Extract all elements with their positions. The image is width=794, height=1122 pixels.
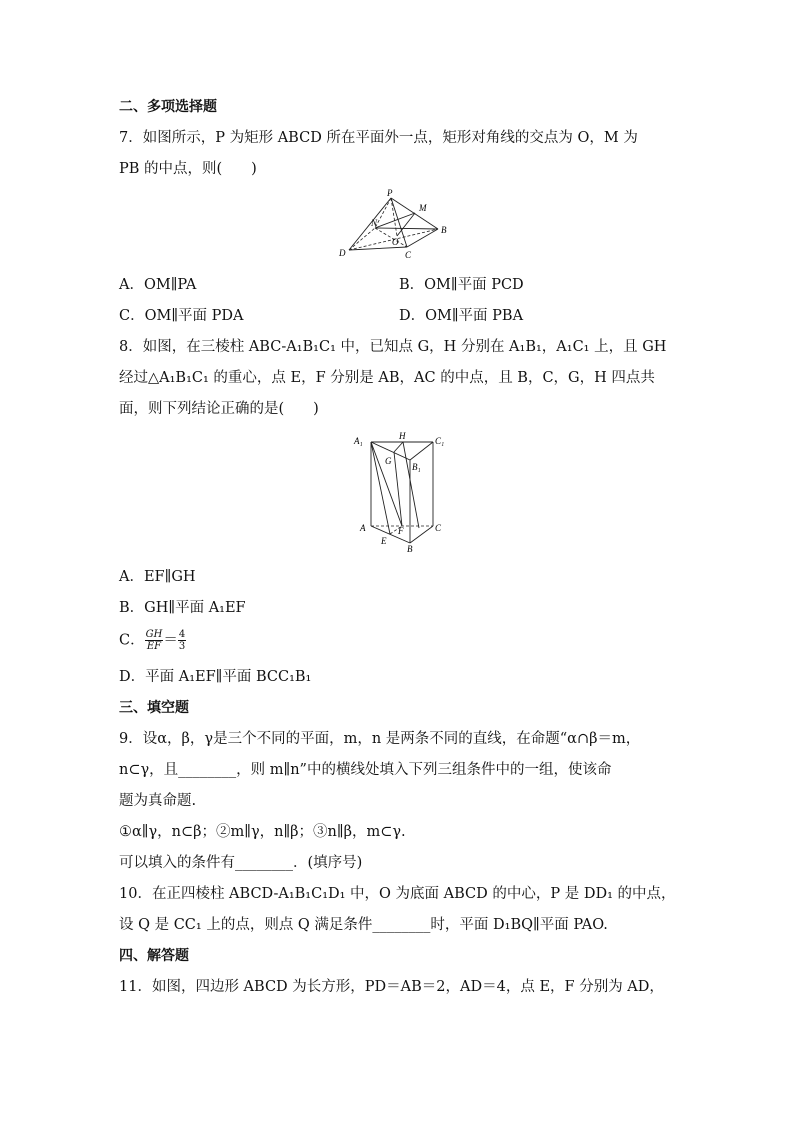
question-11-line-1: 11．如图，四边形 ABCD 为长方形，PD＝AB＝2，AD＝4，点 E，F 分别为 AD， <box>119 979 664 995</box>
label-B: B <box>441 225 447 235</box>
label-C: C <box>435 523 442 533</box>
section-heading-fill-in: 三、填空题 <box>119 700 189 716</box>
question-7-line-1: 7．如图所示，P 为矩形 ABCD 所在平面外一点，矩形对角线的交点为 O，M 为 <box>119 130 638 146</box>
option-c-prefix: C． <box>119 632 145 649</box>
label-O: O <box>392 237 399 247</box>
question-9-line-5: 可以填入的条件有________．(填序号) <box>119 855 363 871</box>
question-9-line-3: 题为真命题. <box>119 793 197 809</box>
label-G: G <box>385 456 392 466</box>
question-9-line-1: 9．设α，β，γ是三个不同的平面，m，n 是两条不同的直线，在命题“α∩β＝m， <box>119 731 641 747</box>
question-7-line-2: PB 的中点，则( ) <box>119 161 257 177</box>
label-E: E <box>381 536 387 546</box>
label-M: M <box>419 203 427 213</box>
section-heading-multiple-choice: 二、多项选择题 <box>119 99 217 115</box>
fraction-value-numerator: 4 <box>178 629 186 640</box>
label-H: H <box>399 431 406 441</box>
fraction-denominator: EF <box>146 641 162 652</box>
section-heading-answer: 四、解答题 <box>119 948 189 964</box>
question-8-line-3: 面，则下列结论正确的是( ) <box>119 401 319 417</box>
label-D: D <box>339 248 346 258</box>
question-7-option-c: C．OM∥平面 PDA <box>119 308 244 324</box>
question-10-line-2: 设 Q 是 CC₁ 上的点，则点 Q 满足条件________时，平面 D₁BQ∥平面 PAO. <box>119 917 608 933</box>
question-8-option-c <box>119 629 186 652</box>
question-8-line-1: 8．如图，在三棱柱 ABC-A₁B₁C₁ 中，已知点 G，H 分别在 A₁B₁，A₁C₁ 上，且 GH <box>119 339 667 355</box>
question-7-figure <box>335 186 460 262</box>
equals-sign: ＝ <box>163 632 178 649</box>
label-C: C <box>405 250 412 260</box>
label-F: F <box>398 526 404 536</box>
label-C1: C₁ <box>435 436 445 446</box>
question-8-line-2: 经过△A₁B₁C₁ 的重心，点 E，F 分别是 AB，AC 的中点，且 B，C，G，H 四点共 <box>119 370 655 386</box>
fraction-numerator: GH <box>145 629 163 640</box>
fraction-gh-over-ef <box>145 629 164 652</box>
question-7-option-b: B．OM∥平面 PCD <box>399 277 524 293</box>
question-9-line-4: ①α∥γ，n⊂β；②m∥γ，n∥β；③n∥β，m⊂γ. <box>119 824 406 840</box>
question-10-line-1: 10．在正四棱柱 ABCD-A₁B₁C₁D₁ 中，O 为底面 ABCD 的中心，P 是 DD₁ 的中点， <box>119 886 676 902</box>
question-8-option-b: B．GH∥平面 A₁EF <box>119 600 246 616</box>
label-A1: A₁ <box>354 436 363 446</box>
question-7-option-d: D．OM∥平面 PBA <box>399 308 524 324</box>
question-8-option-d: D．平面 A₁EF∥平面 BCC₁B₁ <box>119 669 312 685</box>
question-8-figure <box>352 430 447 555</box>
label-B1: B₁ <box>412 462 421 472</box>
label-N: N <box>371 218 378 228</box>
fraction-four-thirds <box>178 629 186 652</box>
label-P: P <box>387 188 393 198</box>
label-B: B <box>407 544 413 554</box>
question-7-option-a: A．OM∥PA <box>119 277 197 293</box>
label-A: A <box>360 523 366 533</box>
fraction-value-denominator: 3 <box>178 641 186 652</box>
question-8-option-a: A．EF∥GH <box>119 569 196 585</box>
question-9-line-2: n⊂γ，且________，则 m∥n”中的横线处填入下列三组条件中的一组，使该命 <box>119 762 612 778</box>
